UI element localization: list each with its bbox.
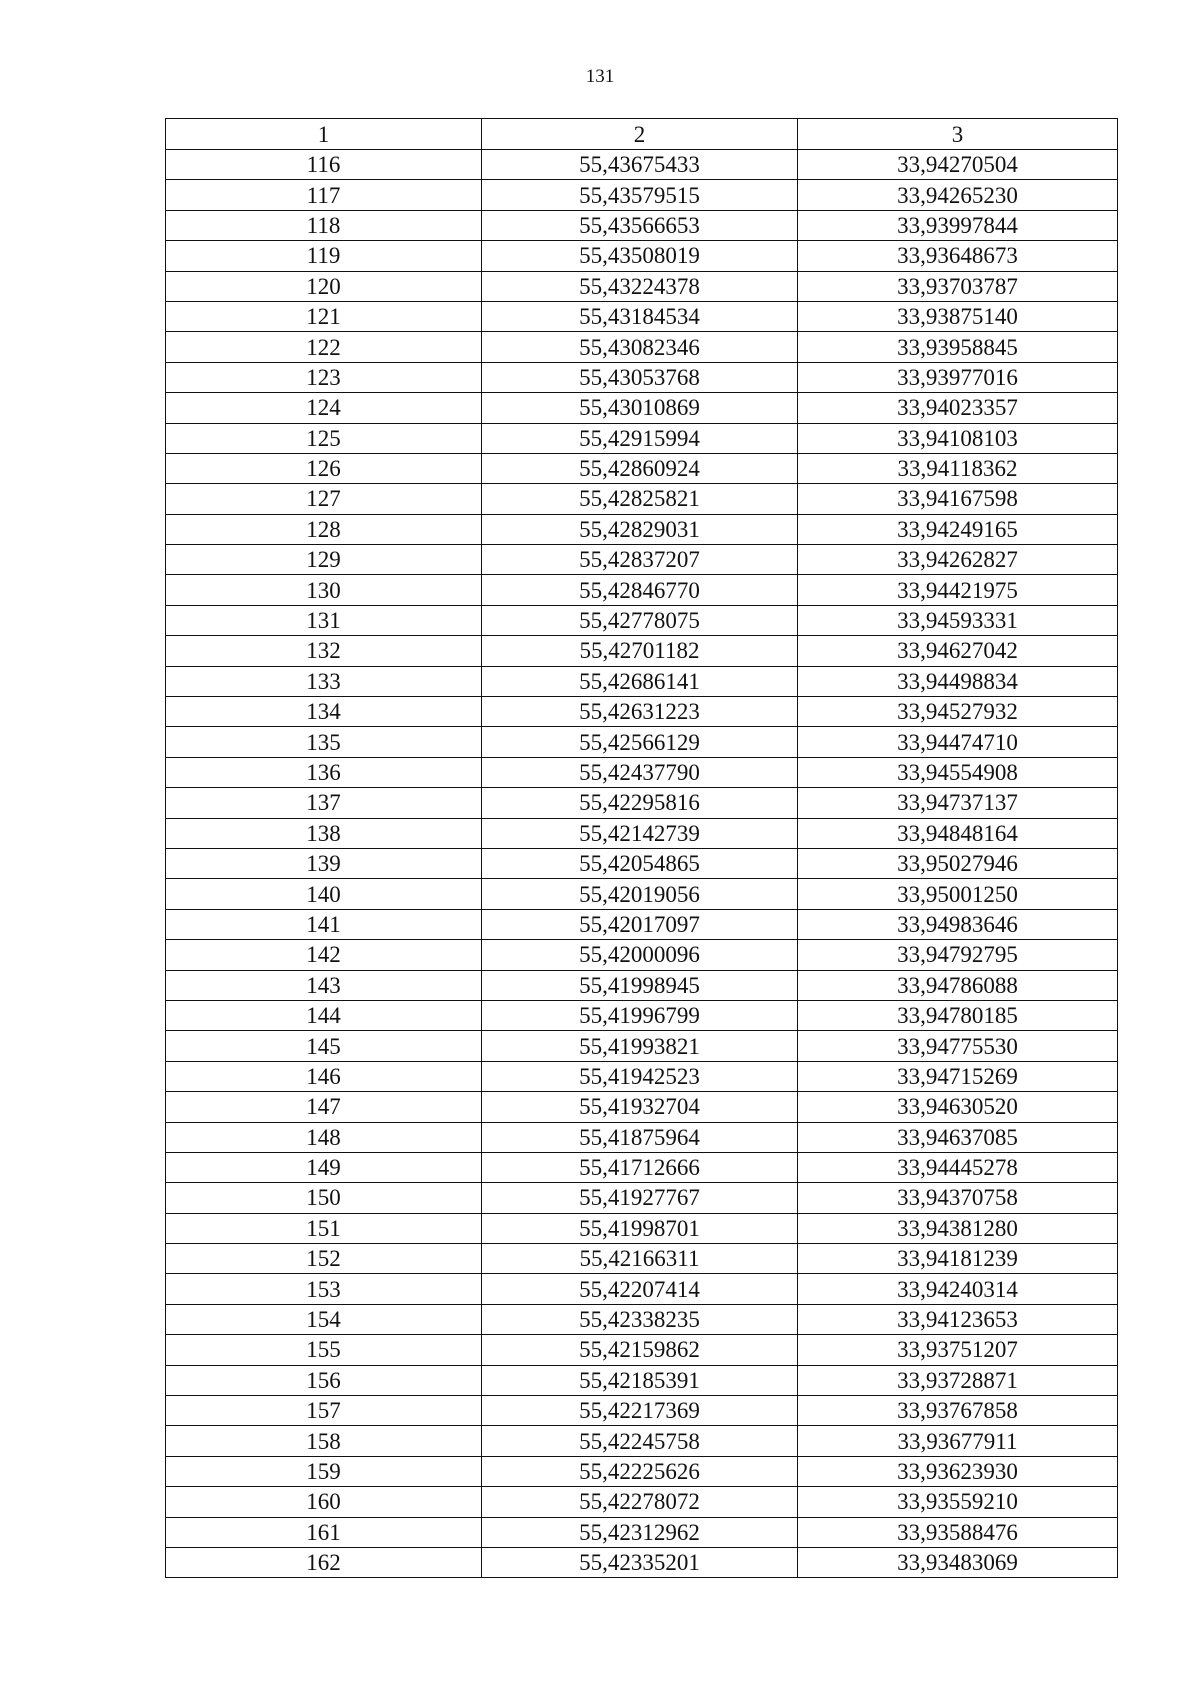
coordinate-y-cell: 33,94983646 (798, 909, 1118, 939)
coordinate-x-cell: 55,42245758 (482, 1426, 798, 1456)
coordinate-y-cell: 33,94637085 (798, 1122, 1118, 1152)
coordinate-x-cell: 55,42825821 (482, 484, 798, 514)
coordinate-y-cell: 33,94445278 (798, 1152, 1118, 1182)
point-number-cell: 130 (166, 575, 482, 605)
table-row (166, 727, 1118, 757)
column-header-2: 2 (482, 119, 798, 150)
table-row (166, 1487, 1118, 1517)
coordinate-y-cell: 33,94262827 (798, 545, 1118, 575)
point-number-cell: 132 (166, 636, 482, 666)
coordinate-x-cell: 55,41927767 (482, 1183, 798, 1213)
point-number-cell: 135 (166, 727, 482, 757)
point-number-cell: 142 (166, 940, 482, 970)
coordinate-y-cell: 33,94715269 (798, 1061, 1118, 1091)
point-number-cell: 134 (166, 697, 482, 727)
coordinate-x-cell: 55,43675433 (482, 150, 798, 180)
table-row (166, 1396, 1118, 1426)
table-row (166, 666, 1118, 696)
coordinate-y-cell: 33,94593331 (798, 605, 1118, 635)
coordinate-x-cell: 55,42054865 (482, 848, 798, 878)
point-number-cell: 158 (166, 1426, 482, 1456)
table-row (166, 1183, 1118, 1213)
table-row (166, 909, 1118, 939)
coordinate-x-cell: 55,42686141 (482, 666, 798, 696)
coordinate-x-cell: 55,41942523 (482, 1061, 798, 1091)
table-row (166, 514, 1118, 544)
coordinate-x-cell: 55,42338235 (482, 1304, 798, 1334)
coordinate-y-cell: 33,94474710 (798, 727, 1118, 757)
coordinate-y-cell: 33,94118362 (798, 453, 1118, 483)
point-number-cell: 139 (166, 848, 482, 878)
point-number-cell: 118 (166, 210, 482, 240)
coordinate-y-cell: 33,94181239 (798, 1244, 1118, 1274)
coordinate-y-cell: 33,94737137 (798, 788, 1118, 818)
point-number-cell: 149 (166, 1152, 482, 1182)
point-number-cell: 147 (166, 1092, 482, 1122)
point-number-cell: 120 (166, 271, 482, 301)
table-row (166, 636, 1118, 666)
point-number-cell: 159 (166, 1456, 482, 1486)
point-number-cell: 156 (166, 1365, 482, 1395)
table-row (166, 1092, 1118, 1122)
coordinate-x-cell: 55,42278072 (482, 1487, 798, 1517)
coordinate-y-cell: 33,95001250 (798, 879, 1118, 909)
point-number-cell: 121 (166, 301, 482, 331)
coordinate-x-cell: 55,42915994 (482, 423, 798, 453)
point-number-cell: 155 (166, 1335, 482, 1365)
point-number-cell: 145 (166, 1031, 482, 1061)
table-row (166, 1365, 1118, 1395)
point-number-cell: 124 (166, 393, 482, 423)
table-row (166, 453, 1118, 483)
point-number-cell: 157 (166, 1396, 482, 1426)
point-number-cell: 137 (166, 788, 482, 818)
coordinate-x-cell: 55,41712666 (482, 1152, 798, 1182)
point-number-cell: 123 (166, 362, 482, 392)
coordinate-y-cell: 33,94630520 (798, 1092, 1118, 1122)
coordinate-y-cell: 33,93703787 (798, 271, 1118, 301)
coordinate-x-cell: 55,43184534 (482, 301, 798, 331)
coordinate-y-cell: 33,94381280 (798, 1213, 1118, 1243)
point-number-cell: 127 (166, 484, 482, 514)
coordinate-x-cell: 55,42142739 (482, 818, 798, 848)
coordinate-y-cell: 33,93958845 (798, 332, 1118, 362)
table-row (166, 545, 1118, 575)
coordinate-x-cell: 55,42860924 (482, 453, 798, 483)
point-number-cell: 153 (166, 1274, 482, 1304)
point-number-cell: 126 (166, 453, 482, 483)
column-header-3: 3 (798, 119, 1118, 150)
coordinate-y-cell: 33,93588476 (798, 1517, 1118, 1547)
table-row (166, 271, 1118, 301)
coordinate-x-cell: 55,42566129 (482, 727, 798, 757)
coordinate-x-cell: 55,43224378 (482, 271, 798, 301)
table-row (166, 575, 1118, 605)
coordinate-y-cell: 33,94265230 (798, 180, 1118, 210)
point-number-cell: 144 (166, 1000, 482, 1030)
coordinate-y-cell: 33,93483069 (798, 1547, 1118, 1577)
point-number-cell: 122 (166, 332, 482, 362)
point-number-cell: 136 (166, 757, 482, 787)
coordinate-x-cell: 55,42185391 (482, 1365, 798, 1395)
coordinate-x-cell: 55,43010869 (482, 393, 798, 423)
coordinate-x-cell: 55,41998701 (482, 1213, 798, 1243)
point-number-cell: 160 (166, 1487, 482, 1517)
point-number-cell: 141 (166, 909, 482, 939)
coordinate-x-cell: 55,42312962 (482, 1517, 798, 1547)
coordinate-x-cell: 55,42335201 (482, 1547, 798, 1577)
point-number-cell: 148 (166, 1122, 482, 1152)
coordinate-y-cell: 33,94421975 (798, 575, 1118, 605)
table-row (166, 150, 1118, 180)
point-number-cell: 151 (166, 1213, 482, 1243)
coordinate-y-cell: 33,93677911 (798, 1426, 1118, 1456)
coordinate-y-cell: 33,94627042 (798, 636, 1118, 666)
point-number-cell: 138 (166, 818, 482, 848)
coordinate-y-cell: 33,94780185 (798, 1000, 1118, 1030)
coordinate-y-cell: 33,93767858 (798, 1396, 1118, 1426)
table-row (166, 848, 1118, 878)
table-row (166, 362, 1118, 392)
coordinate-y-cell: 33,94167598 (798, 484, 1118, 514)
point-number-cell: 129 (166, 545, 482, 575)
point-number-cell: 119 (166, 241, 482, 271)
point-number-cell: 162 (166, 1547, 482, 1577)
coordinate-x-cell: 55,42778075 (482, 605, 798, 635)
coordinate-x-cell: 55,42437790 (482, 757, 798, 787)
table-row (166, 332, 1118, 362)
coordinate-y-cell: 33,94270504 (798, 150, 1118, 180)
table-row (166, 879, 1118, 909)
coordinate-x-cell: 55,42207414 (482, 1274, 798, 1304)
table-row (166, 1152, 1118, 1182)
table-row (166, 818, 1118, 848)
coordinate-y-cell: 33,93648673 (798, 241, 1118, 271)
coordinate-x-cell: 55,42295816 (482, 788, 798, 818)
coordinate-x-cell: 55,41993821 (482, 1031, 798, 1061)
table-row (166, 1304, 1118, 1334)
coordinate-y-cell: 33,94370758 (798, 1183, 1118, 1213)
point-number-cell: 150 (166, 1183, 482, 1213)
table-row (166, 393, 1118, 423)
coordinate-x-cell: 55,42631223 (482, 697, 798, 727)
coordinate-y-cell: 33,94249165 (798, 514, 1118, 544)
coordinate-y-cell: 33,94123653 (798, 1304, 1118, 1334)
point-number-cell: 161 (166, 1517, 482, 1547)
coordinate-y-cell: 33,93977016 (798, 362, 1118, 392)
point-number-cell: 133 (166, 666, 482, 696)
coordinates-table (165, 118, 1118, 1578)
coordinate-y-cell: 33,94786088 (798, 970, 1118, 1000)
table-row (166, 210, 1118, 240)
table-row (166, 1213, 1118, 1243)
table-row (166, 423, 1118, 453)
table-row (166, 1061, 1118, 1091)
point-number-cell: 125 (166, 423, 482, 453)
table-row (166, 1426, 1118, 1456)
table-row (166, 1335, 1118, 1365)
table-row (166, 1456, 1118, 1486)
coordinate-x-cell: 55,42000096 (482, 940, 798, 970)
coordinate-x-cell: 55,42166311 (482, 1244, 798, 1274)
point-number-cell: 154 (166, 1304, 482, 1334)
table-row (166, 1244, 1118, 1274)
point-number-cell: 146 (166, 1061, 482, 1091)
point-number-cell: 117 (166, 180, 482, 210)
table-row (166, 970, 1118, 1000)
coordinate-y-cell: 33,94848164 (798, 818, 1118, 848)
table-row (166, 1031, 1118, 1061)
coordinate-x-cell: 55,43566653 (482, 210, 798, 240)
table-row (166, 180, 1118, 210)
coordinate-x-cell: 55,42225626 (482, 1456, 798, 1486)
coordinate-y-cell: 33,94240314 (798, 1274, 1118, 1304)
coordinate-x-cell: 55,41875964 (482, 1122, 798, 1152)
table-row (166, 1122, 1118, 1152)
coordinate-x-cell: 55,42217369 (482, 1396, 798, 1426)
coordinate-y-cell: 33,93997844 (798, 210, 1118, 240)
table-row (166, 757, 1118, 787)
coordinate-x-cell: 55,43082346 (482, 332, 798, 362)
coordinate-y-cell: 33,94554908 (798, 757, 1118, 787)
point-number-cell: 140 (166, 879, 482, 909)
coordinate-y-cell: 33,94527932 (798, 697, 1118, 727)
coordinate-y-cell: 33,94775530 (798, 1031, 1118, 1061)
table-row (166, 605, 1118, 635)
coordinate-x-cell: 55,41998945 (482, 970, 798, 1000)
point-number-cell: 143 (166, 970, 482, 1000)
coordinate-y-cell: 33,94498834 (798, 666, 1118, 696)
table-row (166, 788, 1118, 818)
table-row (166, 241, 1118, 271)
coordinate-y-cell: 33,95027946 (798, 848, 1118, 878)
table-row (166, 1547, 1118, 1577)
coordinate-y-cell: 33,93623930 (798, 1456, 1118, 1486)
table-row (166, 940, 1118, 970)
coordinate-x-cell: 55,42017097 (482, 909, 798, 939)
coordinate-x-cell: 55,42701182 (482, 636, 798, 666)
coordinate-x-cell: 55,42837207 (482, 545, 798, 575)
coordinate-y-cell: 33,93751207 (798, 1335, 1118, 1365)
coordinate-y-cell: 33,93875140 (798, 301, 1118, 331)
table-row (166, 484, 1118, 514)
coordinate-x-cell: 55,42019056 (482, 879, 798, 909)
coordinate-x-cell: 55,41932704 (482, 1092, 798, 1122)
point-number-cell: 116 (166, 150, 482, 180)
coordinate-y-cell: 33,94108103 (798, 423, 1118, 453)
coordinate-x-cell: 55,41996799 (482, 1000, 798, 1030)
coordinate-y-cell: 33,93559210 (798, 1487, 1118, 1517)
table-row (166, 1000, 1118, 1030)
coordinate-x-cell: 55,42829031 (482, 514, 798, 544)
point-number-cell: 128 (166, 514, 482, 544)
table-row (166, 1274, 1118, 1304)
coordinate-y-cell: 33,94792795 (798, 940, 1118, 970)
column-header-1: 1 (166, 119, 482, 150)
page-number: 131 (585, 66, 615, 87)
table-body (166, 150, 1118, 1578)
coordinate-x-cell: 55,42846770 (482, 575, 798, 605)
coordinate-x-cell: 55,43508019 (482, 241, 798, 271)
coordinate-x-cell: 55,42159862 (482, 1335, 798, 1365)
coordinate-y-cell: 33,94023357 (798, 393, 1118, 423)
table-header-row (166, 119, 1118, 150)
table-row (166, 1517, 1118, 1547)
coordinate-y-cell: 33,93728871 (798, 1365, 1118, 1395)
point-number-cell: 131 (166, 605, 482, 635)
table-row (166, 301, 1118, 331)
table-row (166, 697, 1118, 727)
coordinate-x-cell: 55,43579515 (482, 180, 798, 210)
point-number-cell: 152 (166, 1244, 482, 1274)
coordinate-x-cell: 55,43053768 (482, 362, 798, 392)
